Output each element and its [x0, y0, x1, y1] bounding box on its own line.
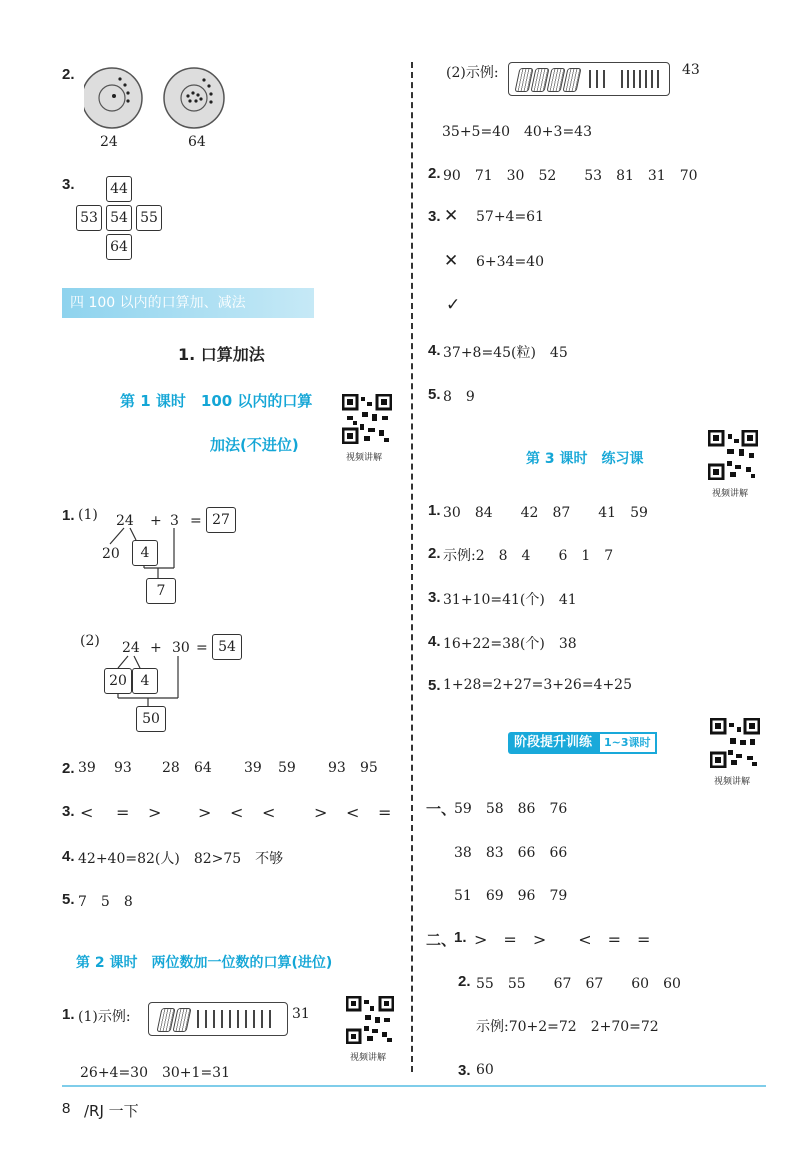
operator: + — [150, 640, 162, 656]
compare-sign: > — [148, 803, 162, 822]
split-box: 20 — [104, 668, 132, 694]
number-box: 64 — [106, 234, 132, 260]
section-title: 1. 口算加法 — [178, 345, 265, 364]
number-box: 53 — [76, 205, 102, 231]
answer-text: 7 5 8 — [78, 894, 133, 910]
sum-box: 50 — [136, 706, 166, 732]
answer-text: 31+10=41(个) 41 — [443, 592, 577, 608]
compare-sign: < — [230, 803, 244, 822]
qr-label: 视频讲解 — [714, 777, 751, 787]
answer-text: 42+40=82(人) 82>75 不够 — [78, 851, 284, 867]
answer-text: 35+5=40 40+3=43 — [442, 124, 592, 140]
sub-part-label: (2) — [80, 633, 100, 649]
question-number: 5. — [428, 386, 441, 403]
answer-value: 64 — [194, 760, 212, 776]
answer-value: 95 — [360, 760, 378, 776]
number-box: 54 — [106, 205, 132, 231]
qr-code-icon — [708, 430, 758, 480]
qr-code-icon — [346, 996, 394, 1044]
answer-text: 示例:2 8 4 6 1 7 — [443, 548, 614, 564]
wrong-mark-icon: ✕ — [444, 251, 459, 271]
answer-box: 54 — [212, 634, 242, 660]
operator: = — [190, 513, 202, 529]
section-number: 一、 — [426, 801, 457, 818]
question-number: 3. — [62, 803, 75, 820]
chapter-banner: 四 100 以内的口算加、减法 — [62, 288, 314, 318]
answer-text: 57+4=61 — [476, 209, 544, 225]
answer-value: 28 — [162, 760, 180, 776]
number-box: 44 — [106, 176, 132, 202]
question-number: 2. — [428, 545, 441, 562]
addend: 24 — [122, 640, 140, 656]
answer-text: 60 — [476, 1062, 494, 1078]
sub-part-label: (1) — [78, 507, 98, 523]
number-box: 55 — [136, 205, 162, 231]
answer-text: 1+28=2+27=3+26=4+25 — [443, 677, 632, 693]
answer-value: 59 — [278, 760, 296, 776]
addend: 3 — [170, 513, 179, 529]
qr-code-icon — [342, 394, 392, 444]
answer-text: 51 69 96 79 — [454, 888, 568, 904]
wrong-mark-icon: ✕ — [444, 206, 459, 226]
answer-value: 43 — [682, 62, 700, 78]
answer-text: 6+34=40 — [476, 254, 544, 270]
example-label: (1)示例: — [78, 1009, 131, 1025]
question-number: 5. — [428, 677, 441, 694]
compare-sign: = — [378, 803, 392, 822]
lesson-title: 第 3 课时 练习课 — [526, 451, 644, 467]
question-number: 4. — [428, 633, 441, 650]
qr-label: 视频讲解 — [350, 1053, 387, 1063]
question-number: 2. — [428, 165, 441, 182]
split-value: 20 — [102, 546, 120, 562]
footer-rule — [62, 1085, 766, 1087]
question-number: 3. — [458, 1062, 471, 1079]
question-number: 1. — [62, 1006, 75, 1023]
answer-text: > = > < = = — [474, 930, 651, 949]
question-number: 3. — [428, 589, 441, 606]
answer-text: 55 55 67 67 60 60 — [476, 976, 681, 992]
compare-sign: < — [262, 803, 276, 822]
question-number: 3. — [62, 176, 75, 193]
stage-badge — [508, 732, 657, 754]
answer-text: 示例:70+2=72 2+70=72 — [476, 1019, 659, 1035]
lesson-title: 第 1 课时 100 以内的口算 — [120, 392, 313, 410]
counting-sticks — [148, 1002, 288, 1036]
stage-range: 1~3课时 — [598, 732, 657, 754]
answer-value: 93 — [114, 760, 132, 776]
compare-sign: > — [198, 803, 212, 822]
answer-text: 38 83 66 66 — [454, 845, 568, 861]
qr-code-icon — [710, 718, 760, 768]
compare-sign: < — [346, 803, 360, 822]
sum-box: 7 — [146, 578, 176, 604]
answer-value: 39 — [244, 760, 262, 776]
lesson-title: 第 2 课时 两位数加一位数的口算(进位) — [76, 955, 333, 971]
example-label: (2)示例: — [446, 65, 499, 81]
question-number: 2. — [62, 760, 75, 777]
qr-label: 视频讲解 — [346, 453, 383, 463]
question-number: 4. — [428, 342, 441, 359]
answer-text: 30 84 42 87 41 59 — [443, 505, 648, 521]
answer-box: 27 — [206, 507, 236, 533]
question-number: 1. — [454, 929, 467, 946]
split-box: 4 — [132, 668, 158, 694]
page-number: 8 — [62, 1100, 71, 1117]
compare-sign: > — [314, 803, 328, 822]
column-divider — [411, 62, 413, 1072]
question-number: 4. — [62, 848, 75, 865]
compare-sign: = — [116, 803, 130, 822]
addend: 24 — [116, 513, 134, 529]
answer-text: 37+8=45(粒) 45 — [443, 345, 568, 361]
operator: + — [150, 513, 162, 529]
circle-label: 64 — [188, 134, 206, 150]
split-box: 4 — [132, 540, 158, 566]
counter-circles — [84, 66, 254, 134]
question-number: 5. — [62, 891, 75, 908]
operator: = — [196, 640, 208, 656]
answer-text: 90 71 30 52 53 81 31 70 — [443, 168, 698, 184]
counting-sticks — [508, 62, 670, 96]
stage-title: 阶段提升训练 — [508, 732, 598, 754]
check-mark-icon: ✓ — [446, 295, 461, 315]
section-number: 二、 — [426, 932, 457, 949]
edition-label: /RJ 一下 — [84, 1102, 139, 1120]
answer-value: 31 — [292, 1006, 310, 1022]
question-number: 3. — [428, 208, 441, 225]
circle-label: 24 — [100, 134, 118, 150]
answer-text: 59 58 86 76 — [454, 801, 568, 817]
answer-text: 16+22=38(个) 38 — [443, 636, 577, 652]
question-number: 2. — [62, 66, 75, 83]
answer-value: 39 — [78, 760, 96, 776]
answer-value: 93 — [328, 760, 346, 776]
qr-label: 视频讲解 — [712, 489, 749, 499]
question-number: 1. — [62, 507, 75, 524]
question-number: 1. — [428, 502, 441, 519]
addend: 30 — [172, 640, 190, 656]
question-number: 2. — [458, 973, 471, 990]
answer-text: 26+4=30 30+1=31 — [80, 1065, 230, 1081]
lesson-title: 加法(不进位) — [210, 436, 299, 454]
answer-text: 8 9 — [443, 389, 475, 405]
compare-sign: < — [80, 803, 94, 822]
